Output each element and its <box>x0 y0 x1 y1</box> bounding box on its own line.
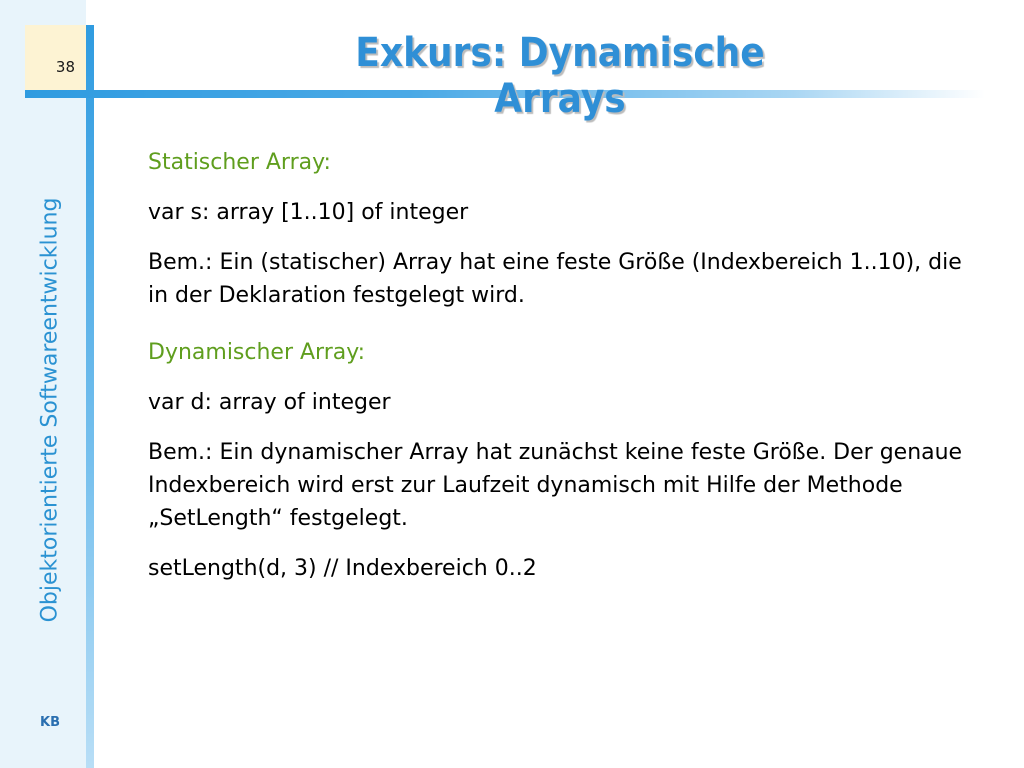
dynamic-array-heading: Dynamischer Array: <box>148 340 366 365</box>
page-number: 38 <box>55 58 75 76</box>
author-initials: KB <box>40 715 60 730</box>
vertical-accent-bar <box>86 25 94 768</box>
slide-content <box>148 146 978 602</box>
static-array-heading: Statischer Array: <box>148 150 331 175</box>
dynamic-array-code: var d: array of integer <box>148 390 391 415</box>
dynamic-array-note: Bem.: Ein dynamischer Array hat zunächst keine feste Größe. Der genaue Indexbereich wird erst zur Laufzeit dynamisch mit Hilfe der Methode „SetLength“ festgelegt. <box>148 440 963 531</box>
static-array-code: var s: array [1..10] of integer <box>148 200 469 225</box>
set-length-example: setLength(d, 3) // Indexbereich 0..2 <box>148 556 537 581</box>
static-array-note: Bem.: Ein (statischer) Array hat eine feste Größe (Indexbereich 1..10), die in der Deklaration festgelegt wird. <box>148 250 962 308</box>
slide-title: Exkurs: Dynamische Arrays <box>355 30 765 122</box>
sidebar-course-title: Objektorientierte Softwareentwicklung <box>37 197 63 623</box>
